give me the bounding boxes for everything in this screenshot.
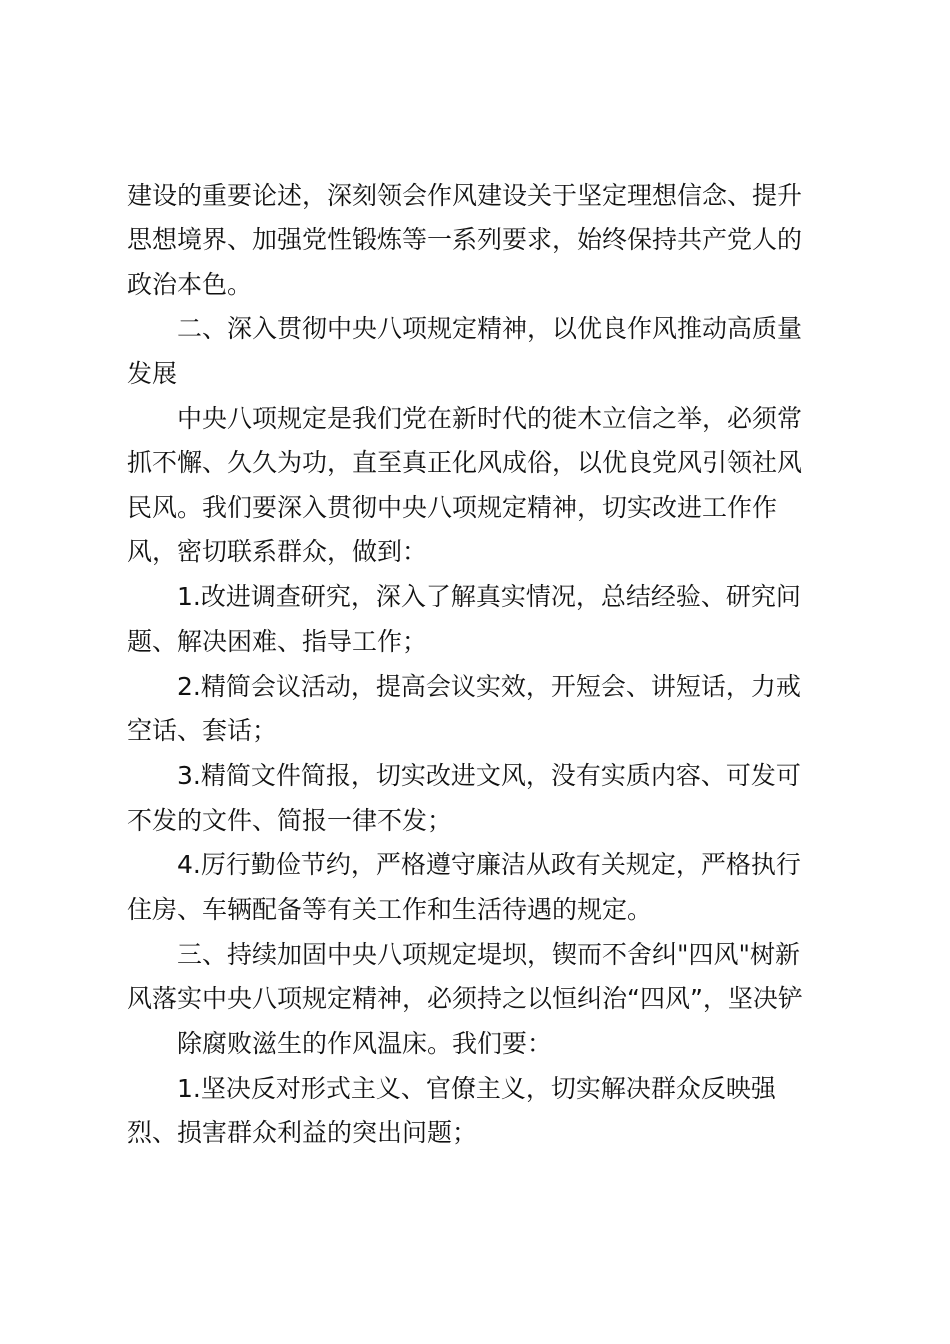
list-item: 1.坚决反对形式主义、官僚主义，切实解决群众反映强 [177,1074,776,1103]
list-item: 2.精简会议活动，提高会议实效，开短会、讲短话，力戒 [177,672,801,701]
body-text-line: 思想境界、加强党性锻炼等一系列要求，始终保持共产党人的 [127,225,803,254]
list-item: 3.精简文件简报，切实改进文风，没有实质内容、可发可 [177,761,801,790]
list-item: 1.改进调查研究，深入了解真实情况，总结经验、研究问 [177,582,801,611]
body-text-line: 政治本色。 [127,270,253,299]
body-text-line: 抓不懈、久久为功，直至真正化风成俗，以优良党风引领社风 [127,448,803,477]
list-item-cont: 空话、套话； [127,716,278,745]
body-text-line: 除腐败滋生的作风温床。我们要： [177,1029,553,1058]
body-text-line: 中央八项规定是我们党在新时代的徙木立信之举，必须常 [177,404,803,433]
section-heading-2-cont: 发展 [127,359,178,388]
list-item-cont: 住房、车辆配备等有关工作和生活待遇的规定。 [127,895,653,924]
body-text-line: 建设的重要论述，深刻领会作风建设关于坚定理想信念、提升 [127,181,803,210]
body-text-line: 风，密切联系群众，做到： [127,537,428,566]
body-text-line: 风落实中央八项规定精神，必须持之以恒纠治“四风”，坚决铲 [127,984,803,1013]
list-item-cont: 烈、损害群众利益的突出问题； [127,1118,478,1147]
list-item-cont: 不发的文件、简报一律不发； [127,806,453,835]
body-text-line: 民风。我们要深入贯彻中央八项规定精神，切实改进工作作 [127,493,778,522]
list-item: 4.厉行勤俭节约，严格遵守廉洁从政有关规定，严格执行 [177,850,801,879]
section-heading-2: 二、深入贯彻中央八项规定精神，以优良作风推动高质量 [177,314,803,343]
section-heading-3: 三、持续加固中央八项规定堤坝，锲而不舍纠"四风"树新 [177,940,801,969]
list-item-cont: 题、解决困难、指导工作； [127,627,428,656]
